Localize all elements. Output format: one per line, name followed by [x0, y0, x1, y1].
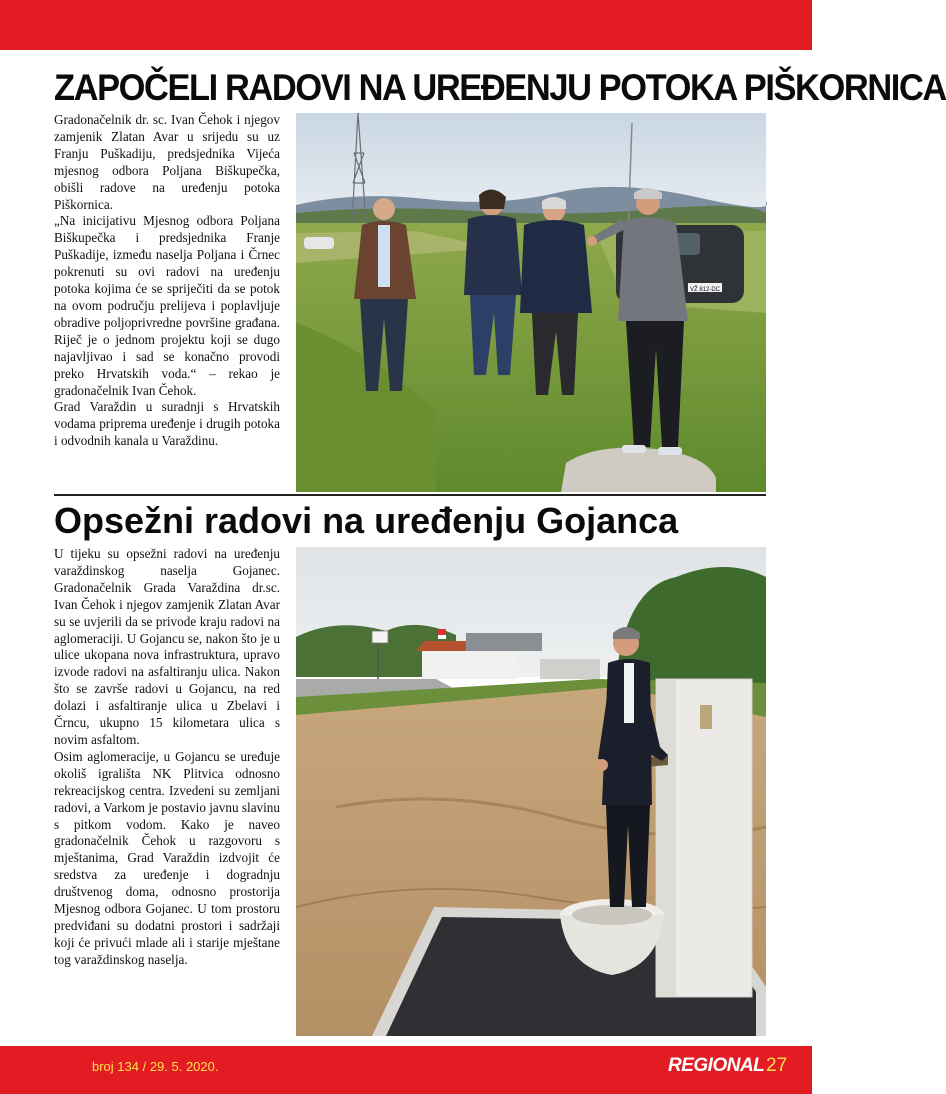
article2-body [54, 546, 280, 1042]
article2-paragraph: Osim aglomeracije, u Gojancu se uređuje okoliš igrališta NK Plitvica odnosno rekreacijskog centra. Izvedeni su zemljani radovi, a Varkom je postavio javnu slavinu s pitkom vodom. Kako je naveo gradonačelnik Čehok u razgovoru s mještanima, Grad Varaždin izdvojit će sredstva za uređenje i dogradnju društvenog doma, odnosno prostorija Mjesnog odbora Gojanec. U tom prostoru predviđani su dodatni prostori i sadržaji koji će privući mlade ali i starije mještane tog varaždinskog naselja. [54, 748, 280, 967]
article1-paragraph: Gradonačelnik dr. sc. Ivan Čehok i njegov zamjenik Zlatan Avar u srijedu su uz Franju Puškadiju, predsjednika Vijeća mjesnog odbora Poljana Biškupečka, obišli radove na uređenju potoka Piškornica. [54, 112, 280, 212]
article1-photo-officials-at-stream [296, 113, 766, 492]
article2-headline: Opsežni radovi na uređenju Gojanca [54, 500, 679, 541]
article2-paragraph: U tijeku su opsežni radovi na uređenju varaždinskog naselja Gojanec. Gradonačelnik Grada Varaždina dr.sc. Ivan Čehok i njegov zamjenik Zlatan Avar su se uvjerili da se privode kraju radovi na aglomeraciji. U Gojancu se, nakon što je u ulice ukopana nova infrastruktura, upravo izvode radovi na asfaltiranju ulica. Nakon što se završe radovi u Gojancu, na red dolazi i asfaltiranje ulica u Zbelavi i Črncu, ukupno 15 kilometara ulica s novim asfaltom. [54, 546, 280, 747]
article2-photo-public-fountain [296, 547, 766, 1036]
regional-logo-text: REGIONAL [668, 1055, 765, 1076]
section-divider [54, 494, 766, 496]
article1-paragraph: „Na inicijativu Mjesnog odbora Poljana Biškupečka i predsjednika Franje Puškadije, između naselja Poljana i Črnec pokrenuti su ovi radovi na uređenju potoka kojima će se spriječiti da se potok na ovom području prelijeva i poplavljuje obradive poljoprivredne površine građana. Riječ je o jednom projektu koji se dugo najavljivao i sad se konačno provodi preko Hrvatskih voda.“ – rekao je gradonačelnik Ivan Čehok. [54, 213, 280, 398]
top-red-band [0, 0, 812, 50]
article1-paragraph: Grad Varaždin u suradnji s Hrvatskih vodama priprema uređenje i drugih potoka i odvodnih kanala u Varaždinu. [54, 399, 280, 449]
car-plate-text: VŽ 812-DC [689, 287, 721, 293]
page-number: 27 [766, 1055, 788, 1076]
article1-body [54, 112, 280, 494]
article1-headline: ZAPOČELI RADOVI NA UREĐENJU POTOKA PIŠKORNICA [54, 67, 946, 108]
issue-number-date: broj 134 / 29. 5. 2020. [92, 1059, 219, 1074]
